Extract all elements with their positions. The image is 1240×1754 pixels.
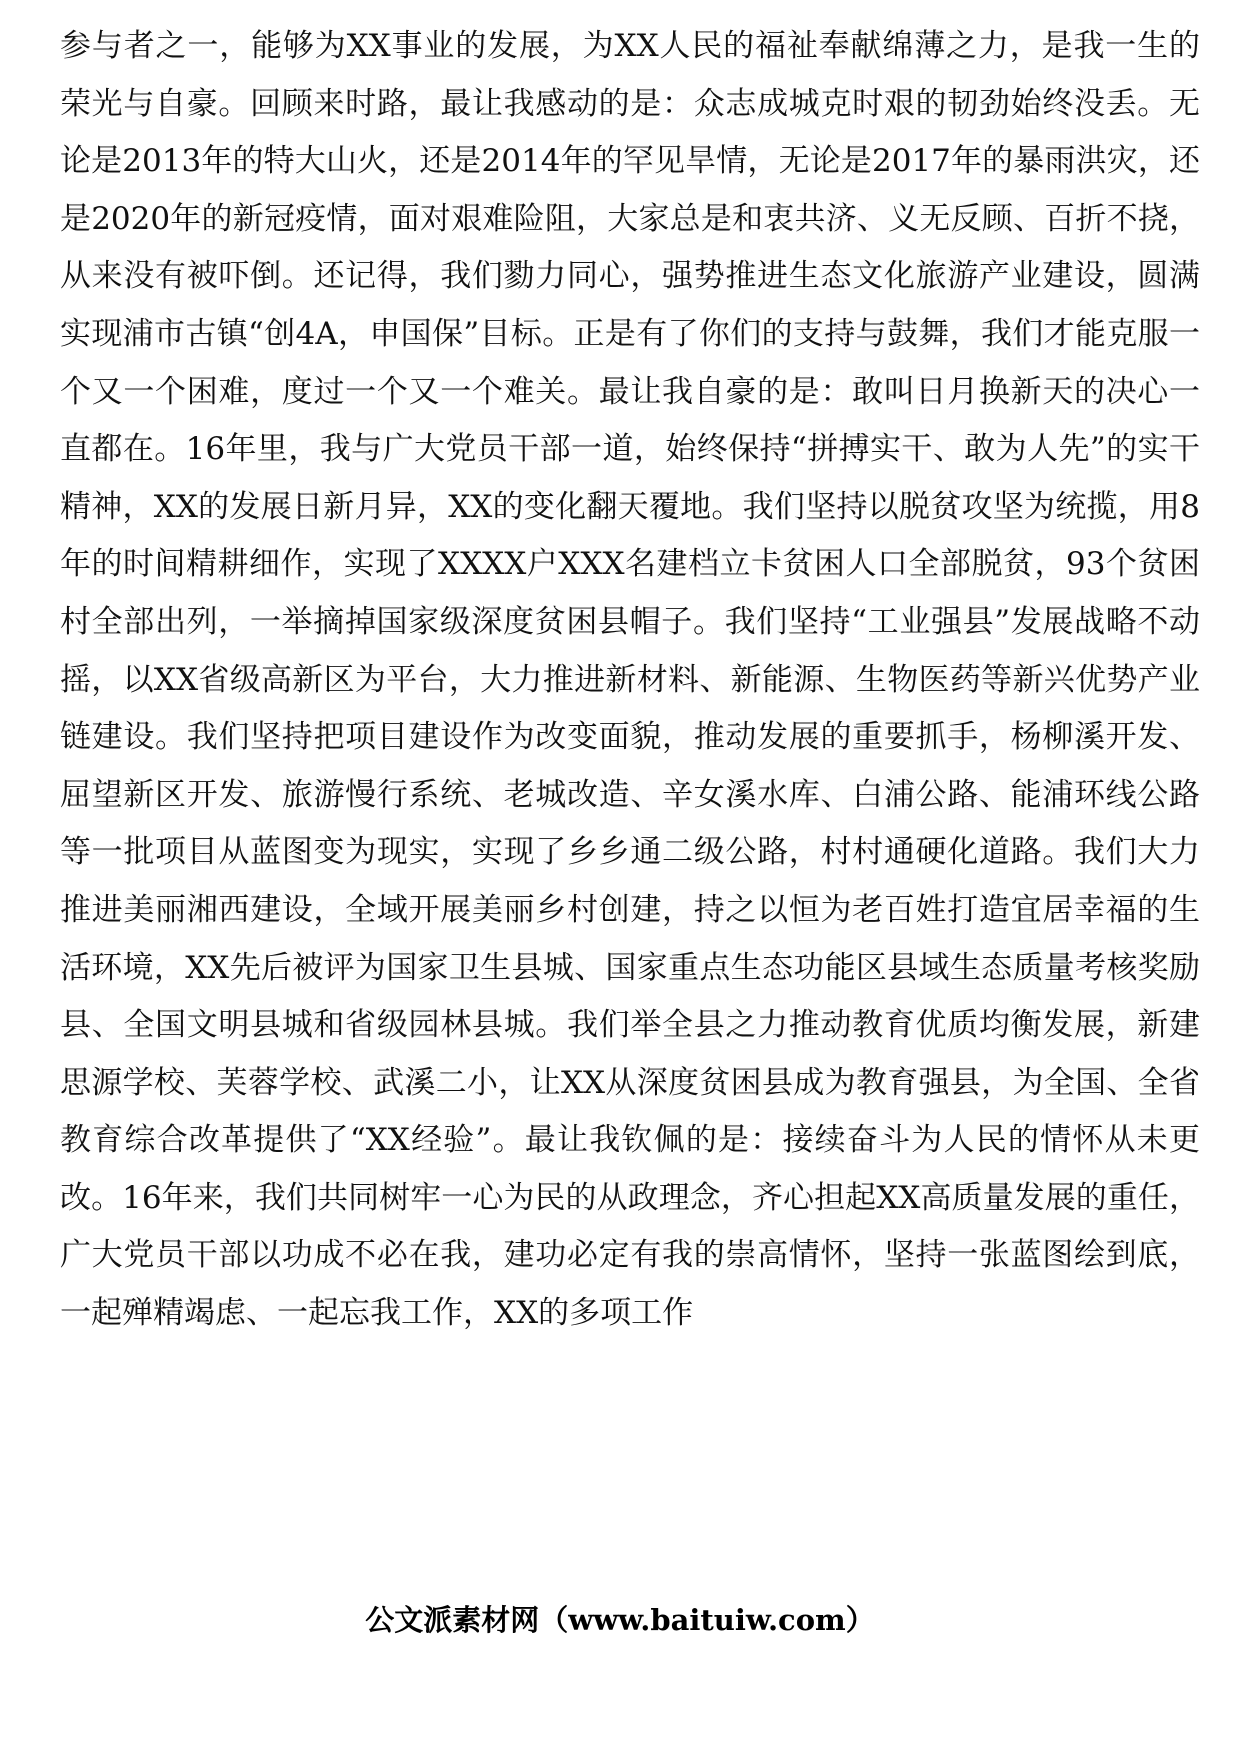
page-footer-watermark: 公文派素材网（www.baituiw.com） — [365, 1603, 875, 1637]
body-paragraph: 参与者之一，能够为XX事业的发展，为XX人民的福祉奉献绵薄之力，是我一生的荣光与自豪。回顾来时路，最让我感动的是：众志成城克时艰的韧劲始终没丢。无论是2013年的特大山火，还是2014年的罕见旱情，无论是2017年的暴雨洪灾，还是2020年的新冠疫情，面对艰难险阻，大家总是和衷共济、义无反顾、百折不挠，从来没有被吓倒。还记得，我们勠力同心，强势推进生态文化旅游产业建设，圆满实现浦市古镇“创4A，申国保”目标。正是有了你们的支持与鼓舞，我们才能克服一个又一个困难，度过一个又一个难关。最让我自豪的是：敢叫日月换新天的决心一直都在。16年里，我与广大党员干部一道，始终保持“拼搏实干、敢为人先”的实干精神，XX的发展日新月异，XX的变化翻天覆地。我们坚持以脱贫攻坚为统揽，用8年的时间精耕细作，实现了XXXX户XXX名建档立卡贫困人口全部脱贫，93个贫困村全部出列，一举摘掉国家级深度贫困县帽子。我们坚持“工业强县”发展战略不动摇，以XX省级高新区为平台，大力推进新材料、新能源、生物医药等新兴优势产业链建设。我们坚持把项目建设作为改变面貌，推动发展的重要抓手，杨柳溪开发、屈望新区开发、旅游慢行系统、老城改造、辛女溪水库、白浦公路、能浦环线公路等一批项目从蓝图变为现实，实现了乡乡通二级公路，村村通硬化道路。我们大力推进美丽湘西建设，全域开展美丽乡村创建，持之以恒为老百姓打造宜居幸福的生活环境，XX先后被评为国家卫生县城、国家重点生态功能区县域生态质量考核奖励县、全国文明县城和省级园林县城。我们举全县之力推动教育优质均衡发展，新建思源学校、芙蓉学校、武溪二小，让XX从深度贫困县成为教育强县，为全国、全省教育综合改革提供了“XX经验”。最让我钦佩的是：接续奋斗为人民的情怀从未更改。16年来，我们共同树牢一心为民的从政理念，齐心担起XX高质量发展的重任，广大党员干部以功成不必在我，建功必定有我的崇高情怀，坚持一张蓝图绘到底，一起殚精竭虑、一起忘我工作，XX的多项工作 — [60, 28, 1200, 1332]
